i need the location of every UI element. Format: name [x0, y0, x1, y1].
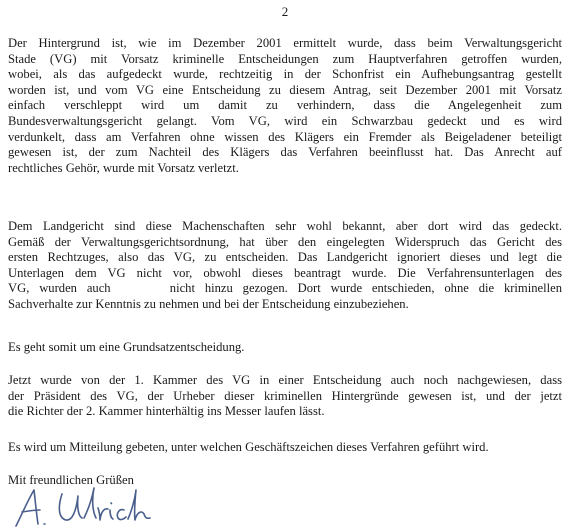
text-line: Es wird um Mitteilung gebeten, unter welchen Geschäftszeichen dieses Verfahren geführt wird.	[8, 440, 489, 454]
paragraph-kammer	[8, 373, 562, 420]
text-line: Jetzt wurde von der 1. Kammer des VG in einer Entscheidung auch noch nachgewiesen, dass	[8, 373, 562, 387]
text-line: ersten Rechtzuges, also das VG, zu entscheiden. Das Landgericht ignoriert dieses und legt die	[8, 250, 562, 265]
paragraph-grundsatz	[8, 340, 562, 356]
paragraph-landgericht	[8, 219, 562, 313]
text-line: Unterlagen dem VG nicht vor, obwohl dieses beantragt wurde. Die Verfahrensunterlagen des	[8, 265, 562, 280]
text-line: gewesen ist, der zum Nachteil des Klägers das Verfahren beeinflusst hat. Das Anrecht auf	[8, 145, 562, 160]
text-line: Stade (VG) mit Vorsatz kriminelle Entscheidungen zum Hauptverfahren getroffen wurden,	[8, 51, 562, 66]
text-line: wobei, als das aufgedeckt wurde, rechtzeitig in der Schonfrist ein Aufhebungsantrag gestellt	[8, 67, 562, 82]
text-line: rechtliches Gehör, wurde mit Vorsatz verletzt.	[8, 160, 239, 175]
handwritten-signature	[14, 484, 164, 528]
text-line: einfach verschleppt wird um damit zu verhindern, dass die Angelegenheit zum	[8, 98, 562, 113]
text-line: verdunkelt, dass am Verfahren ohne wissen des Klägers ein Fremder als Beigeladener beteiligt	[8, 129, 562, 144]
text-line: worden ist, und vom VG eine Entscheidung zu diesem Antrag, seit Dezember 2001 mit Vorsatz	[8, 82, 562, 97]
closing-salutation: Mit freundlichen Grüßen	[8, 473, 134, 487]
text-line: Der Hintergrund ist, wie im Dezember 2001 ermittelt wurde, dass beim Verwaltungsgericht	[8, 36, 562, 50]
text-line: der Präsident des VG, der Urheber dieser kriminellen Hintergründe gewesen ist, und der jetzt	[8, 388, 562, 403]
text-line: Gemäß der Verwaltungsgerichtsordnung, hat über den eingelegten Widerspruch das Gericht des	[8, 234, 562, 249]
page-number: 2	[281, 4, 289, 19]
text-line: Dem Landgericht sind diese Machenschaften sehr wohl bekannt, aber dort wird das gedeckt.	[8, 219, 562, 233]
text-line: Sachverhalte zur Kenntnis zu nehmen und bei der Entscheidung einzubeziehen.	[8, 296, 409, 311]
paragraph-background	[8, 36, 562, 176]
text-line: VG, wurden auch nicht hinzu gezogen. Dort wurde entschieden, ohne die kriminellen	[8, 281, 562, 296]
text-line: die Richter der 2. Kammer hinterhältig ins Messer laufen lässt.	[8, 404, 325, 419]
text-line: Bundesverwaltungsgericht gelangt. Vom VG, wird ein Schwarzbau gedeckt und es wird	[8, 113, 562, 128]
text-line: Es geht somit um eine Grundsatzentscheidung.	[8, 340, 245, 354]
paragraph-mitteilung	[8, 440, 562, 456]
